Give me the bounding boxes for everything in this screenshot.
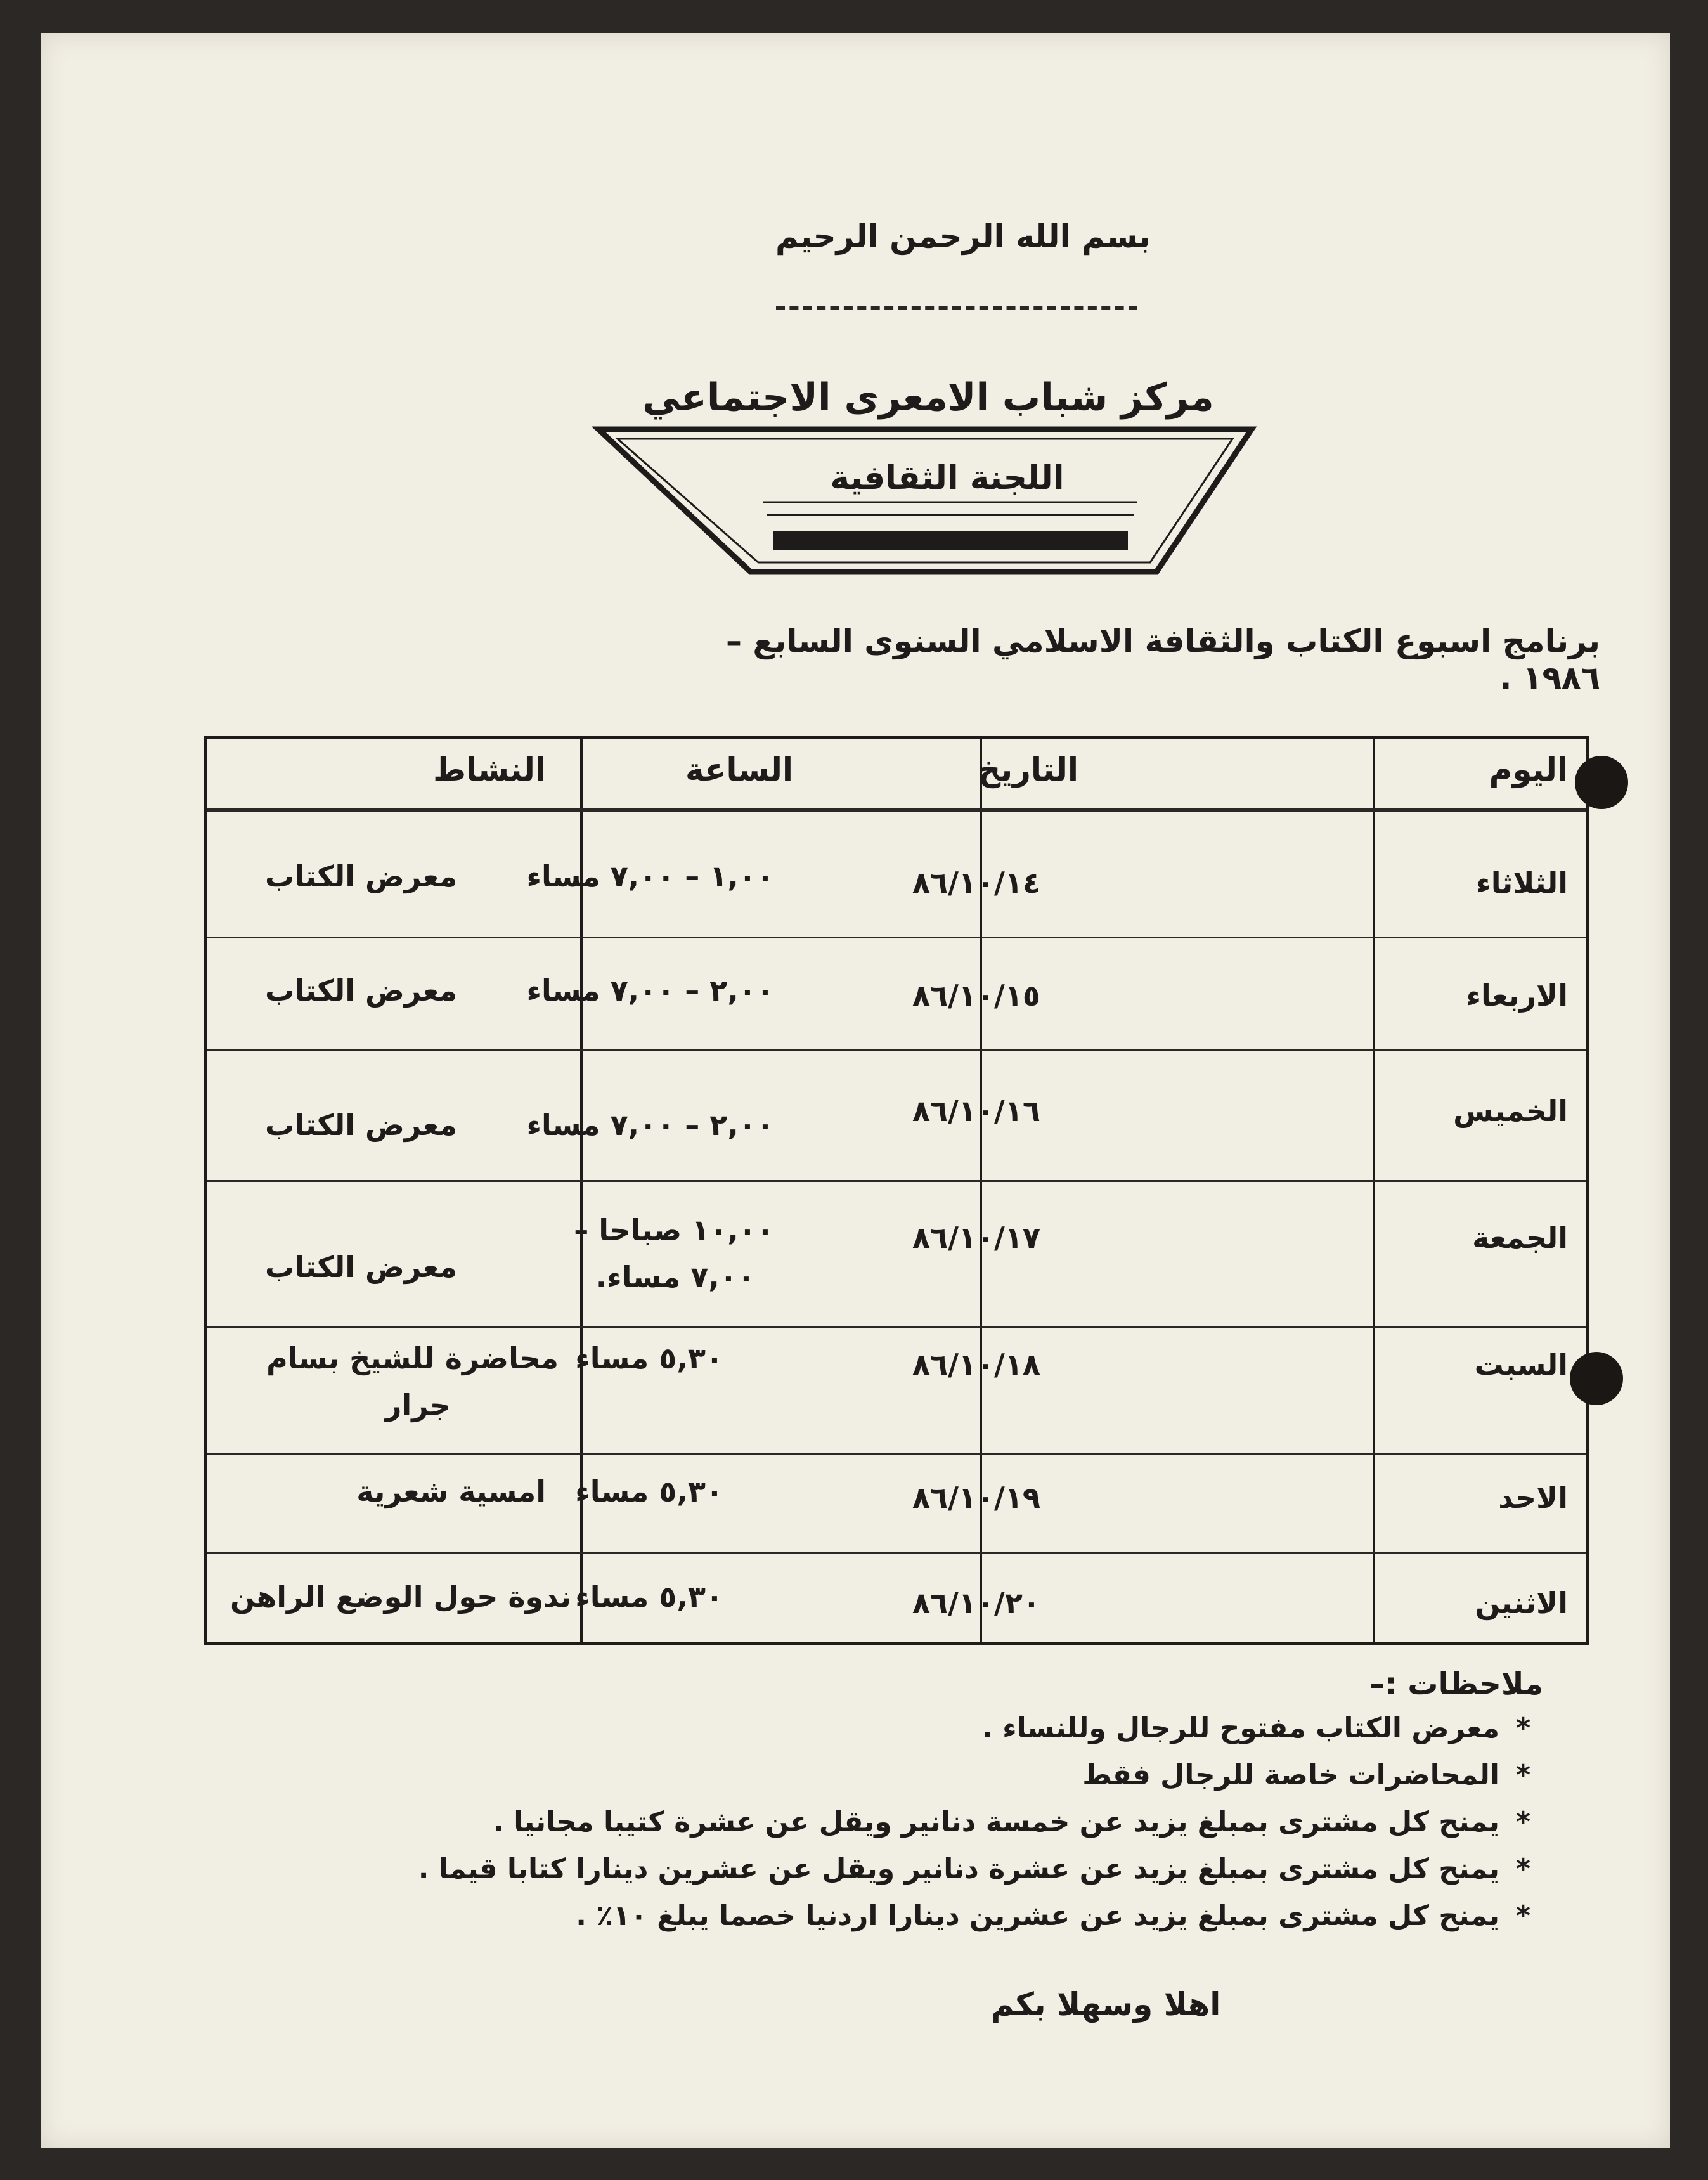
cell-activity: معرض الكتاب xyxy=(264,973,457,1008)
cell-activity: امسية شعرية xyxy=(356,1474,546,1508)
cell-day: الجمعة xyxy=(1472,1221,1568,1255)
cell-date: ٨٦/١٠/١٤ xyxy=(912,866,1040,900)
cell-date: ٨٦/١٠/١٥ xyxy=(912,978,1040,1013)
note-item: *المحاضرات خاصة للرجال فقط xyxy=(1082,1759,1530,1791)
center-name: مركز شباب الامعرى الاجتماعي xyxy=(642,375,1214,420)
cell-time: ١٠,٠٠ صباحا – xyxy=(574,1213,774,1247)
note-item: *يمنح كل مشترى بمبلغ يزيد عن عشرة دنانير ويقل عن عشرين دينارا كتابا قيما . xyxy=(418,1853,1530,1885)
bullet-icon: * xyxy=(1515,1712,1530,1744)
column-divider xyxy=(1373,739,1375,1642)
cell-activity-line2: جرار xyxy=(384,1388,451,1422)
cell-date: ٨٦/١٠/١٦ xyxy=(912,1094,1040,1128)
header-divider xyxy=(207,808,1586,812)
cell-time-line2: ٧,٠٠ مساء. xyxy=(595,1260,755,1294)
cell-date: ٨٦/١٠/٢٠ xyxy=(912,1586,1040,1620)
bullet-icon: * xyxy=(1515,1806,1530,1838)
cell-time: ١,٠٠ – ٧,٠٠ مساء xyxy=(526,859,774,893)
cell-day: الخميس xyxy=(1453,1094,1568,1128)
notes-title: ملاحظات :– xyxy=(1369,1666,1543,1702)
basmala: بسم الله الرحمن الرحيم xyxy=(775,218,1151,255)
cell-date: ٨٦/١٠/١٩ xyxy=(912,1481,1040,1515)
bullet-icon: * xyxy=(1515,1900,1530,1932)
bullet-icon: * xyxy=(1515,1853,1530,1885)
schedule-table xyxy=(204,736,1589,1645)
note-item: *يمنح كل مشترى بمبلغ يزيد عن خمسة دنانير ويقل عن عشرة كتيبا مجانيا . xyxy=(493,1806,1530,1838)
cell-date: ٨٦/١٠/١٧ xyxy=(912,1221,1040,1255)
cell-activity: معرض الكتاب xyxy=(264,1108,457,1142)
note-item: *يمنح كل مشترى بمبلغ يزيد عن عشرين دينارا اردنيا خصما يبلغ ١٠٪ . xyxy=(576,1900,1530,1932)
cell-activity: معرض الكتاب xyxy=(264,1250,457,1284)
cell-date: ٨٦/١٠/١٨ xyxy=(912,1347,1040,1382)
row-divider xyxy=(207,937,1586,938)
cell-time: ٥,٣٠ مساء xyxy=(575,1580,723,1614)
committee-name: اللجنة الثقافية xyxy=(830,459,1064,497)
note-item: *معرض الكتاب مفتوح للرجال وللنساء . xyxy=(982,1712,1530,1744)
header-time: الساعة xyxy=(685,751,793,788)
program-title: برنامج اسبوع الكتاب والثقافة الاسلامي السنوى السابع – ١٩٨٦ . xyxy=(725,623,1600,696)
cell-time: ٢,٠٠ – ٧,٠٠ مساء xyxy=(526,973,774,1008)
cell-day: الثلاثاء xyxy=(1476,866,1568,900)
header-activity: النشاط xyxy=(433,751,546,788)
header-day: اليوم xyxy=(1489,751,1568,788)
cell-activity: محاضرة للشيخ بسام xyxy=(266,1341,559,1375)
row-divider xyxy=(207,1453,1586,1455)
punch-hole xyxy=(1575,756,1628,809)
bullet-icon: * xyxy=(1515,1759,1530,1791)
cell-day: الاحد xyxy=(1498,1481,1568,1515)
cell-activity: معرض الكتاب xyxy=(264,859,457,893)
header-date: التاريخ xyxy=(978,751,1078,788)
row-divider xyxy=(207,1049,1586,1051)
cell-activity: ندوة حول الوضع الراهن xyxy=(230,1580,571,1614)
row-divider xyxy=(207,1326,1586,1328)
cell-day: الاربعاء xyxy=(1466,978,1568,1013)
row-divider xyxy=(207,1552,1586,1554)
row-divider xyxy=(207,1180,1586,1182)
cell-time: ٥,٣٠ مساء xyxy=(575,1341,723,1375)
punch-hole xyxy=(1570,1352,1623,1405)
cell-day: السبت xyxy=(1474,1347,1568,1382)
dashed-divider xyxy=(776,306,1137,310)
cell-day: الاثنين xyxy=(1475,1586,1568,1620)
closing-greeting: اهلا وسهلا بكم xyxy=(990,1986,1221,2023)
cell-time: ٥,٣٠ مساء xyxy=(575,1474,723,1508)
trapezoid-emblem xyxy=(592,426,1258,591)
document-page xyxy=(41,33,1670,2148)
cell-time: ٢,٠٠ – ٧,٠٠ مساء xyxy=(526,1108,774,1142)
